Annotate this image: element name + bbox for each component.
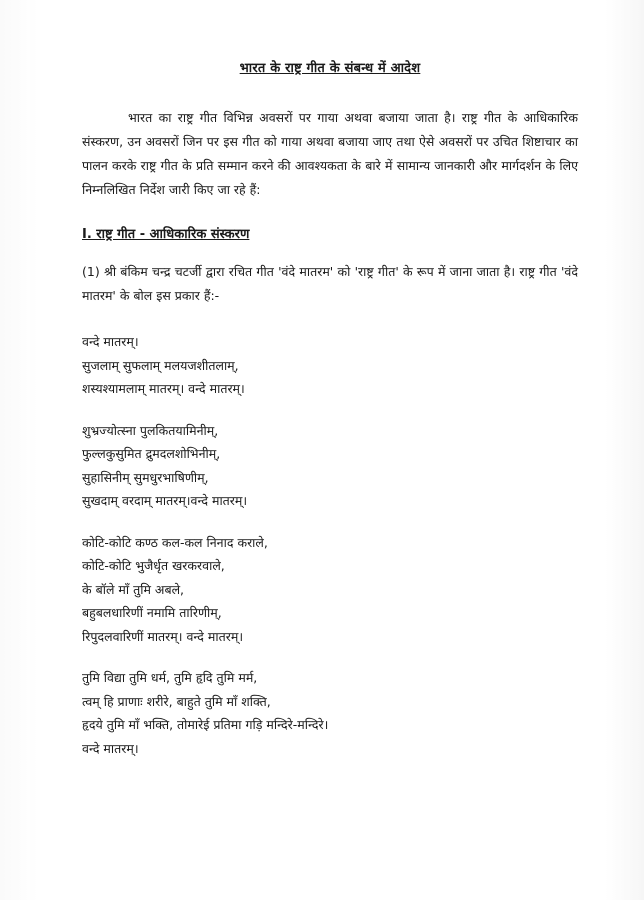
- verse-line: के बॉले माँ तुमि अबले,: [82, 581, 185, 597]
- verse-line: शस्यश्यामलाम् मातरम्। वन्दे मातरम्।: [82, 381, 245, 396]
- section-paragraph: (1) श्री बंकिम चन्द्र चटर्जी द्वारा रचित गीत 'वंदे मातरम' को 'राष्ट्र गीत' के रूप में जाना जाता है। राष्ट्र गीत 'वंदे मातरम' के बोल इस प्रकार हैं:-: [82, 264, 578, 303]
- verse-line: त्वम् हि प्राणाः शरीरे, बाहुते तुमि माँ शक्ति,: [82, 693, 271, 709]
- verse-line: सुहासिनीम् सुमधुरभाषिणीम्,: [82, 469, 209, 485]
- verse-line: हृदये तुमि माँ भक्ति, तोमारेई प्रतिमा गड़ि मन्दिरे-मन्दिरे।: [82, 717, 329, 732]
- stanza-4: [82, 666, 578, 760]
- verse-line: कोटि-कोटि भुजैर्धृत खरकरवाले,: [82, 558, 225, 573]
- verse-line: सुखदाम् वरदाम् मातरम्।वन्दे मातरम्।: [82, 493, 248, 508]
- verse-line: रिपुदलवारिणीं मातरम्। वन्दे मातरम्।: [82, 628, 244, 644]
- verse-line: शुभ्रज्योत्स्ना पुलकितयामिनीम्,: [82, 422, 219, 438]
- verse-line: वन्दे मातरम्।: [82, 740, 139, 756]
- verse-line: कोटि-कोटि कण्ठ कल-कल निनाद कराले,: [82, 534, 268, 550]
- verse-line: सुजलाम् सुफलाम् मलयजशीतलाम्,: [82, 357, 239, 373]
- verse-line: फुल्लकुसुमित द्रुमदलशोभिनीम्,: [82, 446, 221, 461]
- stanza-1: [82, 330, 578, 401]
- verse-line: बहुबलधारिणीं नमामि तारिणीम्,: [82, 605, 222, 620]
- verse-line: तुमि विद्या तुमि धर्म, तुमि हृदि तुमि मर्म,: [82, 670, 258, 685]
- section-heading: I. राष्ट्र गीत - आधिकारिक संस्करण: [82, 227, 250, 242]
- verse-line: वन्दे मातरम्।: [82, 334, 139, 349]
- intro-paragraph: भारत का राष्ट्र गीत विभिन्न अवसरों पर गाया अथवा बजाया जाता है। राष्ट्र गीत के आधिकारिक संस्करण, उन अवसरों जिन पर इस गीत को गाया अथवा बजाया जाए तथा ऐसे अवसरों पर उचित शिष्टाचार का पालन करके राष्ट्र गीत के प्रति सम्मान करने की आवश्यकता के बारे में सामान्य जानकारी और मार्गदर्शन के लिए निम्नलिखित निर्देश जारी किए जा रहे हैं:: [82, 110, 578, 197]
- stanza-2: [82, 419, 578, 513]
- document-title: भारत के राष्ट्र गीत के संबन्ध में आदेश: [239, 61, 421, 76]
- stanza-3: [82, 531, 578, 649]
